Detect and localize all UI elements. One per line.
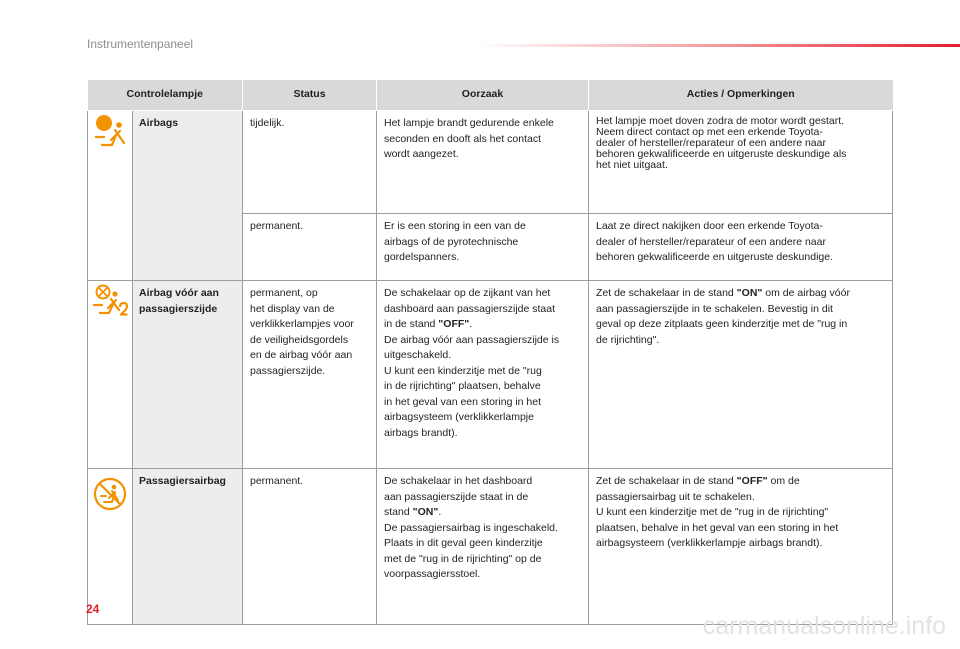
- column-header-acties: Acties / Opmerkingen: [589, 80, 893, 111]
- text-line: [384, 505, 581, 521]
- text-line: met de "rug in de rijrichting" op de: [384, 552, 542, 565]
- text-line: Neem direct contact op met een erkende Toyota-: [596, 126, 823, 138]
- text-line: De passagiersairbag is ingeschakeld.: [384, 521, 558, 534]
- text-line: [596, 474, 885, 490]
- text-line: geval op deze zitplaats geen kinderzitje met de "rug in: [596, 318, 848, 330]
- text-line: airbags of de pyrotechnische: [384, 235, 519, 248]
- column-header-oorzaak: Oorzaak: [377, 80, 589, 111]
- row-status: [243, 281, 377, 469]
- text-line: De airbag vóór aan passagierszijde is: [384, 333, 560, 346]
- switch-state-off: "OFF": [438, 318, 470, 330]
- row-status: permanent.: [243, 469, 377, 625]
- table-header-row: [88, 80, 893, 111]
- text-line: [596, 286, 885, 302]
- text-line: permanent, op: [250, 287, 318, 299]
- header-accent-bar: [475, 44, 960, 47]
- text-line: behoren gekwalificeerde en uitgeruste deskundige als: [596, 148, 847, 160]
- text-line: dashboard aan passagierszijde staat: [384, 302, 556, 315]
- text-line: airbagsysteem (verklikkerlampje airbags brandt).: [596, 537, 823, 549]
- watermark-text: carmanualsonline.info: [702, 612, 946, 640]
- text-line: De schakelaar in het dashboard: [384, 475, 533, 487]
- text-line: U kunt een kinderzitje met de "rug: [384, 364, 542, 377]
- text-fragment: om de airbag vóór: [762, 287, 850, 299]
- row-cause: [377, 469, 589, 625]
- row-status: tijdelijk.: [243, 111, 377, 214]
- text-line: het niet uitgaat.: [596, 159, 668, 171]
- switch-state-off: "OFF": [736, 475, 768, 487]
- airbag-warning-icon: [90, 113, 130, 149]
- text-fragment: .: [469, 318, 473, 330]
- text-line: airbags brandt).: [384, 426, 458, 439]
- text-line: dealer of hersteller/reparateur of een andere naar: [596, 137, 826, 149]
- text-line: de veiligheidsgordels: [250, 333, 349, 346]
- text-line: in de rijrichting" plaatsen, behalve: [384, 380, 541, 392]
- text-line: Plaats in dit geval geen kinderzitje: [384, 537, 543, 549]
- text-fragment: Zet de schakelaar in de stand: [596, 475, 737, 487]
- text-line: plaatsen, behalve in het geval van een storing in het: [596, 521, 839, 534]
- text-line: gordelspanners.: [384, 251, 460, 263]
- passenger-airbag-off-icon: [90, 283, 130, 319]
- text-fragment: .: [438, 506, 442, 518]
- warning-lights-table: [87, 80, 893, 625]
- row-action: [589, 214, 893, 281]
- text-line: passagiersairbag uit te schakelen.: [596, 490, 755, 503]
- text-line: voorpassagiersstoel.: [384, 568, 481, 580]
- text-line: in het geval van een storing in het: [384, 395, 542, 408]
- row-action: [589, 281, 893, 469]
- icon-cell: [88, 111, 133, 281]
- text-fragment: in de stand: [384, 318, 439, 330]
- table-row: [88, 111, 893, 214]
- row-cause: [377, 111, 589, 214]
- text-line: aan passagierszijde in te schakelen. Bevestig in dit: [596, 302, 833, 315]
- text-fragment: om de: [767, 475, 800, 487]
- text-line: De schakelaar op de zijkant van het: [384, 287, 551, 299]
- text-line: Het lampje moet doven zodra de motor wordt gestart.: [596, 115, 845, 127]
- text-fragment: stand: [384, 506, 413, 518]
- text-fragment: Zet de schakelaar in de stand: [596, 287, 737, 299]
- text-line: U kunt een kinderzitje met de "rug in de rijrichting": [596, 506, 829, 518]
- page-header-title: Instrumentenpaneel: [87, 37, 194, 51]
- text-line: uitgeschakeld.: [384, 349, 452, 361]
- text-line: [384, 317, 581, 333]
- text-line: behoren gekwalificeerde en uitgeruste deskundige.: [596, 251, 833, 263]
- text-line: de rijrichting".: [596, 333, 660, 346]
- column-header-status: Status: [243, 80, 377, 111]
- text-line: Airbag vóór aan: [139, 287, 219, 299]
- text-line: en de airbag vóór aan: [250, 349, 353, 361]
- passenger-airbag-on-icon: [90, 476, 130, 512]
- table-row: [88, 469, 893, 625]
- row-name-passagiersairbag: Passagiersairbag: [133, 469, 243, 625]
- text-line: seconden en dooft als het contact: [384, 132, 542, 145]
- page-number: 24: [86, 602, 100, 616]
- text-line: verklikkerlampjes voor: [250, 318, 354, 330]
- row-name-passenger-front-airbag: [133, 281, 243, 469]
- text-line: wordt aangezet.: [384, 148, 459, 160]
- text-line: Laat ze direct nakijken door een erkende Toyota-: [596, 220, 823, 232]
- icon-cell: [88, 281, 133, 469]
- row-name-airbags: Airbags: [133, 111, 243, 281]
- text-line: Het lampje brandt gedurende enkele: [384, 117, 554, 129]
- text-line: Er is een storing in een van de: [384, 220, 526, 232]
- text-line: passagierszijde.: [250, 364, 326, 377]
- table-row: [88, 281, 893, 469]
- text-line: airbagsysteem (verklikkerlampje: [384, 411, 534, 423]
- text-line: passagierszijde: [139, 302, 218, 315]
- row-action: [589, 469, 893, 625]
- text-line: het display van de: [250, 302, 335, 315]
- text-line: aan passagierszijde staat in de: [384, 490, 529, 503]
- row-action: [589, 111, 893, 214]
- column-header-controlelampje: Controlelampje: [88, 80, 243, 111]
- row-cause: [377, 281, 589, 469]
- switch-state-on: "ON": [736, 287, 763, 299]
- text-line: dealer of hersteller/reparateur of een andere naar: [596, 235, 826, 248]
- switch-state-on: "ON": [412, 506, 439, 518]
- row-status: permanent.: [243, 214, 377, 281]
- row-cause: [377, 214, 589, 281]
